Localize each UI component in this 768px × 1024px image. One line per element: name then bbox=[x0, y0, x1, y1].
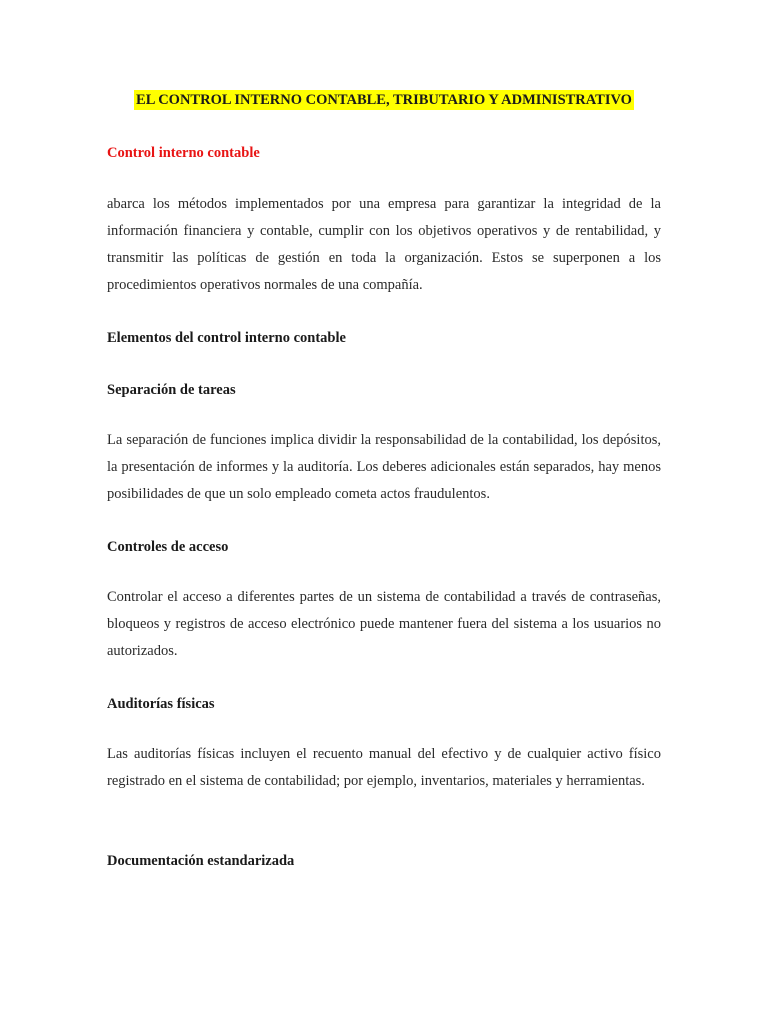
document-title: EL CONTROL INTERNO CONTABLE, TRIBUTARIO Y ADMINISTRATIVO bbox=[136, 92, 632, 108]
section-body-auditorias: Las auditorías físicas incluyen el recuento manual del efectivo y de cualquier activo físico registrado en el sistema de contabilidad; por ejemplo, inventarios, materiales y herramientas. bbox=[107, 746, 661, 789]
section-subtitle: Control interno contable bbox=[107, 145, 260, 161]
section-body-separacion: La separación de funciones implica dividir la responsabilidad de la contabilidad, los depósitos, la presentación de informes y la auditoría. Los deberes adicionales están separados, hay menos posibilidades de que un solo empleado cometa actos fraudulentos. bbox=[107, 432, 661, 502]
section-heading-auditorias: Auditorías físicas bbox=[107, 696, 215, 712]
section-heading-separacion: Separación de tareas bbox=[107, 382, 236, 398]
title-container bbox=[0, 90, 768, 110]
section-heading-documentacion: Documentación estandarizada bbox=[107, 853, 295, 869]
section-heading-controles: Controles de acceso bbox=[107, 539, 229, 555]
elements-heading: Elementos del control interno contable bbox=[107, 330, 346, 346]
section-body-controles: Controlar el acceso a diferentes partes de un sistema de contabilidad a través de contraseñas, bloqueos y registros de acceso electrónico puede mantener fuera del sistema a los usuarios no autorizados. bbox=[107, 589, 661, 659]
intro-paragraph: abarca los métodos implementados por una empresa para garantizar la integridad de la información financiera y contable, cumplir con los objetivos operativos y de rentabilidad, y transmitir las políticas de gestión en toda la organización. Estos se superponen a los procedimientos operativos normales de una compañía. bbox=[107, 196, 661, 293]
